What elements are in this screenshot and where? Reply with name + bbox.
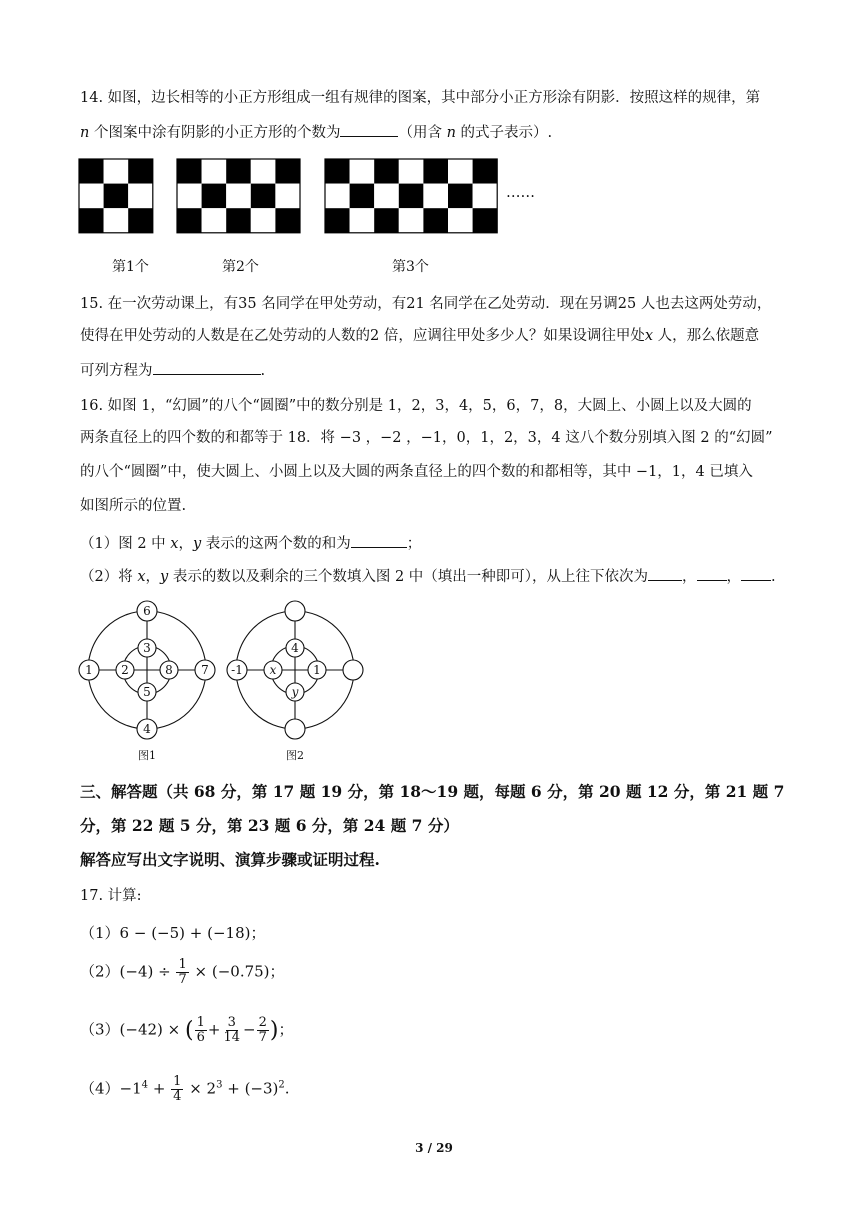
pattern-2-cell xyxy=(251,159,276,184)
pattern-3-cell xyxy=(473,159,498,184)
fig2-inner-left-value: x xyxy=(269,663,277,677)
pattern-3-cell xyxy=(374,208,399,233)
q16-text: ， xyxy=(145,569,161,585)
var-y: y xyxy=(192,536,202,552)
q16-text: ， xyxy=(178,536,193,552)
pattern-3-cell xyxy=(325,184,350,209)
var-x: x xyxy=(644,328,654,344)
pattern-2-cell xyxy=(226,184,251,209)
q16-line2: 两条直径上的四个数的和都等于 18．将 −3 ，−2 ，−1，0，1，2，3，4 这八个数分别填入图 2 的“幻圆” xyxy=(80,430,773,446)
pattern-3-cell xyxy=(448,159,473,184)
pattern-caption-2: 第2个 xyxy=(222,259,259,275)
q14-text: 个图案中涂有阴影的小正方形的个数为 xyxy=(89,125,341,141)
q16-text: （2）将 xyxy=(80,569,138,585)
section3-heading-line2: 分，第 22 题 5 分，第 23 题 6 分，第 24 题 7 分） xyxy=(80,816,459,835)
fig1-caption: 图1 xyxy=(138,749,156,762)
part-label: （4） xyxy=(80,1079,120,1098)
expression: (−42) × xyxy=(119,1020,186,1039)
denominator: 6 xyxy=(196,1030,205,1045)
pattern-1-cell xyxy=(128,208,153,233)
pattern-2-cell xyxy=(275,208,300,233)
expression: × 2 xyxy=(184,1079,217,1098)
pattern-2-cell xyxy=(202,159,227,184)
pattern-2-cell xyxy=(177,208,202,233)
pattern-2-cell xyxy=(226,159,251,184)
pattern-2-cell xyxy=(177,159,202,184)
denominator: 4 xyxy=(173,1089,182,1104)
punct: ； xyxy=(278,1020,294,1039)
expression: × (−0.75) xyxy=(189,962,270,981)
pattern-2-cell xyxy=(251,184,276,209)
pattern-3-cell xyxy=(423,184,448,209)
pattern-2-cell xyxy=(202,208,227,233)
pattern-3-cell xyxy=(350,184,375,209)
q15-text: 可列方程为 xyxy=(80,363,153,379)
ellipsis: …… xyxy=(506,185,535,201)
answer-blank[interactable] xyxy=(697,566,727,581)
q16-text: （1）图 2 中 xyxy=(80,536,171,552)
pattern-1-cell xyxy=(79,184,104,209)
numerator: 1 xyxy=(173,1074,182,1089)
pattern-3-cell xyxy=(423,208,448,233)
fig1-bottom-value: 4 xyxy=(143,722,151,736)
punct: ； xyxy=(269,962,285,981)
fig2-left-value: -1 xyxy=(231,663,243,677)
var-x: x xyxy=(170,536,179,552)
magic-circle-figure-1 xyxy=(76,600,220,770)
var-x: x xyxy=(137,569,146,585)
denominator: 7 xyxy=(258,1030,267,1045)
punct: ； xyxy=(250,924,266,942)
q17-title: 17. 计算: xyxy=(80,888,142,904)
pattern-3-cell xyxy=(350,159,375,184)
pattern-1-cell xyxy=(128,184,153,209)
q16-text: . xyxy=(771,569,776,585)
q14-text: 的式子表示）. xyxy=(455,125,553,141)
var-n: n xyxy=(446,125,456,141)
pattern-3-cell xyxy=(325,159,350,184)
fig1-right-value: 7 xyxy=(201,663,209,677)
answer-blank[interactable] xyxy=(153,360,261,375)
q15-line3 xyxy=(80,360,265,381)
pattern-1-cell xyxy=(79,208,104,233)
q15-text: 人，那么依题意 xyxy=(653,328,760,344)
numerator: 2 xyxy=(258,1015,267,1030)
pattern-2-cell xyxy=(202,184,227,209)
expression: + xyxy=(148,1079,171,1098)
pattern-1-cell xyxy=(79,159,104,184)
fraction xyxy=(257,1016,269,1045)
pattern-3-cell xyxy=(448,208,473,233)
fig1-inner-bottom-value: 5 xyxy=(143,685,151,699)
pattern-1-cell xyxy=(104,208,129,233)
fig2-inner-right-value: 1 xyxy=(313,663,321,677)
fraction xyxy=(195,1016,207,1045)
q15-line1: 15. 在一次劳动课上，有35 名同学在甲处劳动，有21 名同学在乙处劳动．现在另调25 人也去这两处劳动， xyxy=(80,296,772,312)
pattern-3-cell xyxy=(350,208,375,233)
part-label: （2） xyxy=(80,962,120,981)
q16-text: ， xyxy=(682,569,697,585)
q14-text: （用含 xyxy=(398,125,447,141)
answer-blank[interactable] xyxy=(340,122,398,137)
punct: . xyxy=(284,1079,290,1098)
fraction xyxy=(171,1075,183,1104)
fig1-left-value: 1 xyxy=(85,663,93,677)
expression: 6 − (−5) + (−18) xyxy=(119,924,251,942)
answer-blank[interactable] xyxy=(351,533,407,548)
fig2-bottom-slot[interactable] xyxy=(285,719,305,739)
q17-part4 xyxy=(80,1075,290,1104)
q16-text: 表示的数以及剩余的三个数填入图 2 中（填出一种即可），从上往下依次为 xyxy=(168,569,649,585)
section3-heading-line1: 三、解答题（共 68 分，第 17 题 19 分，第 18～19 题，每题 6 分，第 20 题 12 分，第 21 题 7 xyxy=(80,782,785,801)
q15-line2 xyxy=(80,326,759,346)
numerator: 1 xyxy=(178,957,187,972)
pattern-2-cell xyxy=(251,208,276,233)
pattern-1-cell xyxy=(128,159,153,184)
denominator: 14 xyxy=(223,1030,241,1045)
q14-line1: 14. 如图，边长相等的小正方形组成一组有规律的图案，其中部分小正方形涂有阴影．按照这样的规律，第 xyxy=(80,90,761,106)
q17-part2 xyxy=(80,958,285,987)
q16-text: ， xyxy=(726,569,742,585)
pattern-3-cell xyxy=(399,159,424,184)
fraction xyxy=(221,1016,242,1045)
q16-sub2 xyxy=(80,566,776,587)
exponent: 2 xyxy=(278,1079,285,1091)
part-label: （1） xyxy=(80,924,120,942)
denominator: 7 xyxy=(178,972,187,987)
pattern-3-cell xyxy=(399,184,424,209)
numerator: 1 xyxy=(196,1015,205,1030)
exponent: 4 xyxy=(141,1079,149,1091)
fig1-top-value: 6 xyxy=(143,604,151,618)
q15-text: 使得在甲处劳动的人数是在乙处劳动的人数的2 倍，应调往甲处多少人？如果设调往甲处 xyxy=(80,328,645,344)
q17-part3: （3）(−42) × ( $\frac{1}{6}$ + $\frac{3}{14}$ − $\frac{2}{7}$ )； xyxy=(80,1015,294,1045)
expression: −1 xyxy=(119,1079,142,1098)
q14-line2 xyxy=(80,122,552,143)
q16-sub1 xyxy=(80,533,421,554)
pattern-1-cell xyxy=(104,159,129,184)
q16-line3: 的八个“圆圈”中，使大圆上、小圆上以及大圆的两条直径上的四个数的和都相等，其中 −1，1，4 已填入 xyxy=(80,464,753,480)
magic-circle-figure-2 xyxy=(224,600,368,770)
page-number: 3 / 29 xyxy=(415,1141,453,1155)
pattern-3-cell xyxy=(374,184,399,209)
pattern-3-cell xyxy=(473,184,498,209)
pattern-caption-3: 第3个 xyxy=(392,259,429,275)
var-y: y xyxy=(160,569,169,585)
q16-text: ； xyxy=(406,536,422,552)
checker-patterns xyxy=(78,157,508,237)
pattern-2-cell xyxy=(275,159,300,184)
fig2-top-slot[interactable] xyxy=(285,601,305,621)
fig2-caption: 图2 xyxy=(286,749,304,762)
pattern-3-cell xyxy=(399,208,424,233)
pattern-3-cell xyxy=(423,159,448,184)
expression: (−4) ÷ xyxy=(119,962,176,981)
pattern-2-cell xyxy=(177,184,202,209)
q16-text: 表示的这两个数的和为 xyxy=(201,536,351,552)
pattern-3-cell xyxy=(374,159,399,184)
fig1-inner-right-value: 8 xyxy=(165,663,173,677)
pattern-1-cell xyxy=(104,184,129,209)
pattern-2-cell xyxy=(275,184,300,209)
answer-blank[interactable] xyxy=(741,566,771,581)
pattern-2-cell xyxy=(226,208,251,233)
answer-blank[interactable] xyxy=(648,566,682,581)
fig1-inner-top-value: 3 xyxy=(143,641,151,655)
q16-line4: 如图所示的位置. xyxy=(80,498,187,514)
q15-text: . xyxy=(260,363,266,379)
q17-part1 xyxy=(80,922,266,943)
var-n: n xyxy=(80,125,90,141)
fig2-right-slot[interactable] xyxy=(343,660,363,680)
fig2-inner-bottom-value: y xyxy=(291,685,299,699)
pattern-3-cell xyxy=(473,208,498,233)
pattern-caption-1: 第1个 xyxy=(112,259,149,275)
fraction xyxy=(176,958,188,987)
fig2-inner-top-value: 4 xyxy=(291,641,299,655)
pattern-3-cell xyxy=(448,184,473,209)
exponent: 3 xyxy=(216,1079,223,1091)
part-label: （3） xyxy=(80,1020,120,1039)
fig1-inner-left-value: 2 xyxy=(121,663,129,677)
numerator: 3 xyxy=(227,1015,236,1030)
expression: + (−3) xyxy=(222,1079,279,1098)
section3-instructions: 解答应写出文字说明、演算步骤或证明过程. xyxy=(80,850,380,869)
q16-line1: 16. 如图 1，“幻圆”的八个“圆圈”中的数分别是 1，2，3，4，5，6，7，8，大圆上、小圆上以及大圆的 xyxy=(80,398,752,414)
pattern-3-cell xyxy=(325,208,350,233)
